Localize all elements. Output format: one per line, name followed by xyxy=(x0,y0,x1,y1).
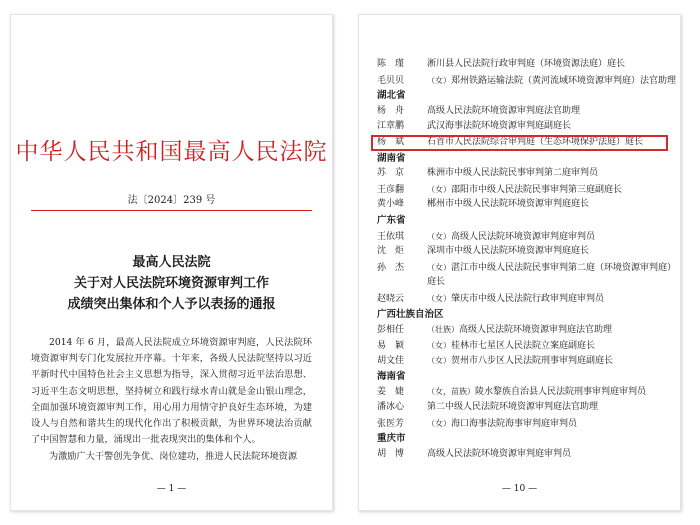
person-name: 王彦翻 xyxy=(377,184,405,195)
list-item xyxy=(377,322,670,338)
notice-heading-line-1: 最高人民法院 xyxy=(132,255,211,270)
person-position: 庭长 xyxy=(427,277,446,288)
list-item xyxy=(377,338,670,354)
list-item xyxy=(377,229,670,245)
province-heading xyxy=(377,213,670,229)
person-position: 邵阳市中级人民法院民事审判第三庭副庭长 xyxy=(451,184,623,195)
person-position: 高级人民法院环境资源审判庭审判员 xyxy=(427,448,572,459)
person-name: 孙 杰 xyxy=(377,262,405,273)
highlighted-list-item xyxy=(377,135,670,151)
body-paragraph: 为激励广大干警创先争优、岗位建功，推进人民法院环境资源 xyxy=(49,451,298,462)
person-position: 高级人民法院环境资源审判庭法官助理 xyxy=(427,105,581,116)
list-item xyxy=(377,291,670,307)
notice-heading-line-2: 关于对人民法院环境资源审判工作 xyxy=(73,276,269,291)
list-item xyxy=(377,384,670,400)
province-name: 海南省 xyxy=(377,370,406,382)
province-heading xyxy=(377,88,670,104)
province-name: 湖南省 xyxy=(377,152,406,164)
person-tag: （壮族） xyxy=(427,325,459,335)
province-heading xyxy=(377,369,670,385)
person-name: 苏 京 xyxy=(377,168,405,179)
list-item xyxy=(377,260,677,276)
person-name: 赵晓云 xyxy=(377,293,405,304)
list-item xyxy=(377,275,670,291)
list-item xyxy=(377,57,670,73)
person-name: 彭相任 xyxy=(377,325,405,336)
person-name: 姜 婕 xyxy=(377,387,405,398)
list-item xyxy=(377,119,670,135)
person-name: 易 颖 xyxy=(377,340,405,351)
person-position: 肇庆市中级人民法院行政审判庭审判员 xyxy=(451,293,605,304)
person-position: 淅川县人民法院行政审判庭（环境资源法庭）庭长 xyxy=(427,59,626,69)
person-position: 贺州市八步区人民法院刑事审判庭副庭长 xyxy=(451,356,614,367)
person-name: 胡 博 xyxy=(377,448,405,459)
person-name: 杨 舟 xyxy=(377,105,405,116)
list-item xyxy=(377,416,670,432)
person-name: 杨 斌 xyxy=(377,136,405,147)
person-name: 黄小峰 xyxy=(377,199,405,210)
person-name: 沈 炬 xyxy=(377,246,405,257)
page-number: — 10 — xyxy=(501,484,538,494)
person-name: 张医芳 xyxy=(377,418,405,429)
list-item xyxy=(377,400,670,416)
person-position: 高级人民法院环境资源审判庭审判员 xyxy=(451,231,596,242)
person-position: 第二中级人民法院环境资源审判庭法官助理 xyxy=(427,402,599,413)
province-heading xyxy=(377,307,670,323)
list-item xyxy=(377,182,670,198)
person-name: 毛贝贝 xyxy=(377,75,405,86)
person-name: 潘冰心 xyxy=(377,402,405,413)
person-name: 江章鹏 xyxy=(377,121,405,132)
list-item xyxy=(377,447,670,463)
document-number: 法〔2024〕239 号 xyxy=(127,195,216,206)
person-name: 王依琪 xyxy=(377,231,405,242)
person-position: 郴州市中级人民法院环境资源审判庭庭长 xyxy=(427,199,590,210)
person-position: 石首市人民法院综合审判庭（生态环境保护法庭）庭长 xyxy=(427,136,644,147)
person-tag: （女） xyxy=(427,418,451,428)
person-name: 胡文佳 xyxy=(377,356,405,367)
body-paragraph: 2014 年 6 月，最高人民法院成立环境资源审判庭，人民法院环境资源审判专门化发展拉开序幕。十年来，各级人民法院坚持以习近平新时代中国特色社会主义思想为指导，深入贯彻习近平法治思想、习近平生态文明思想，坚持树立和践行绿水青山就是金山银山理念，全面加强环境资源审判工作，用心用力用情守护良好生态环境，为建设人与自然和谐共生的现代化作出了积极贡献，为世界环境法治贡献了中国智慧和力量，涌现出一批表现突出的集体和个人。 xyxy=(31,337,312,446)
province-name: 广西壮族自治区 xyxy=(377,308,444,320)
list-item xyxy=(377,353,670,369)
list-item xyxy=(377,73,677,89)
list-item xyxy=(377,244,670,260)
person-tag: （女） xyxy=(427,75,451,85)
person-tag: （女） xyxy=(427,293,451,303)
red-divider xyxy=(31,210,312,211)
person-position: 郑州铁路运输法院（黄河流域环境资源审判庭）法官助理 xyxy=(451,75,677,86)
page-number: — 1 — xyxy=(156,484,187,494)
person-position: 桂林市七星区人民法院立案庭副庭长 xyxy=(451,340,596,351)
person-tag: （女） xyxy=(427,262,451,272)
list-item xyxy=(377,197,670,213)
person-position: 株洲市中级人民法院民事审判第二庭审判员 xyxy=(427,168,599,179)
province-heading xyxy=(377,151,670,167)
person-position: 湛江市中级人民法院民事审判第二庭（环境资源审判庭） xyxy=(451,262,677,273)
province-name: 重庆市 xyxy=(377,433,406,445)
person-position: 高级人民法院环境资源审判庭法官助理 xyxy=(459,325,613,336)
person-tag: （女） xyxy=(427,356,451,366)
person-position: 深圳市中级人民法院环境资源审判庭庭长 xyxy=(427,246,590,257)
person-name: 陈 瑾 xyxy=(377,59,405,69)
document-page-1 xyxy=(10,14,333,511)
province-heading xyxy=(377,431,670,447)
honoree-list xyxy=(377,57,677,462)
province-name: 湖北省 xyxy=(377,90,406,102)
issuer-title: 中华人民共和国最高人民法院 xyxy=(15,139,328,165)
person-tag: （女） xyxy=(427,231,451,241)
person-position: 海口海事法院海事审判庭审判员 xyxy=(451,418,578,429)
person-position: 武汉海事法院环境资源审判庭副庭长 xyxy=(427,121,572,132)
notice-heading-line-3: 成绩突出集体和个人予以表扬的通报 xyxy=(67,297,276,312)
list-item xyxy=(377,104,670,120)
person-tag: （女，苗族） xyxy=(427,387,475,397)
person-position: 陵水黎族自治县人民法院刑事审判庭审判员 xyxy=(475,387,647,398)
province-name: 广东省 xyxy=(377,214,406,226)
person-tag: （女） xyxy=(427,340,451,350)
list-item xyxy=(377,166,670,182)
document-page-10 xyxy=(358,14,681,511)
person-tag: （女） xyxy=(427,184,451,194)
